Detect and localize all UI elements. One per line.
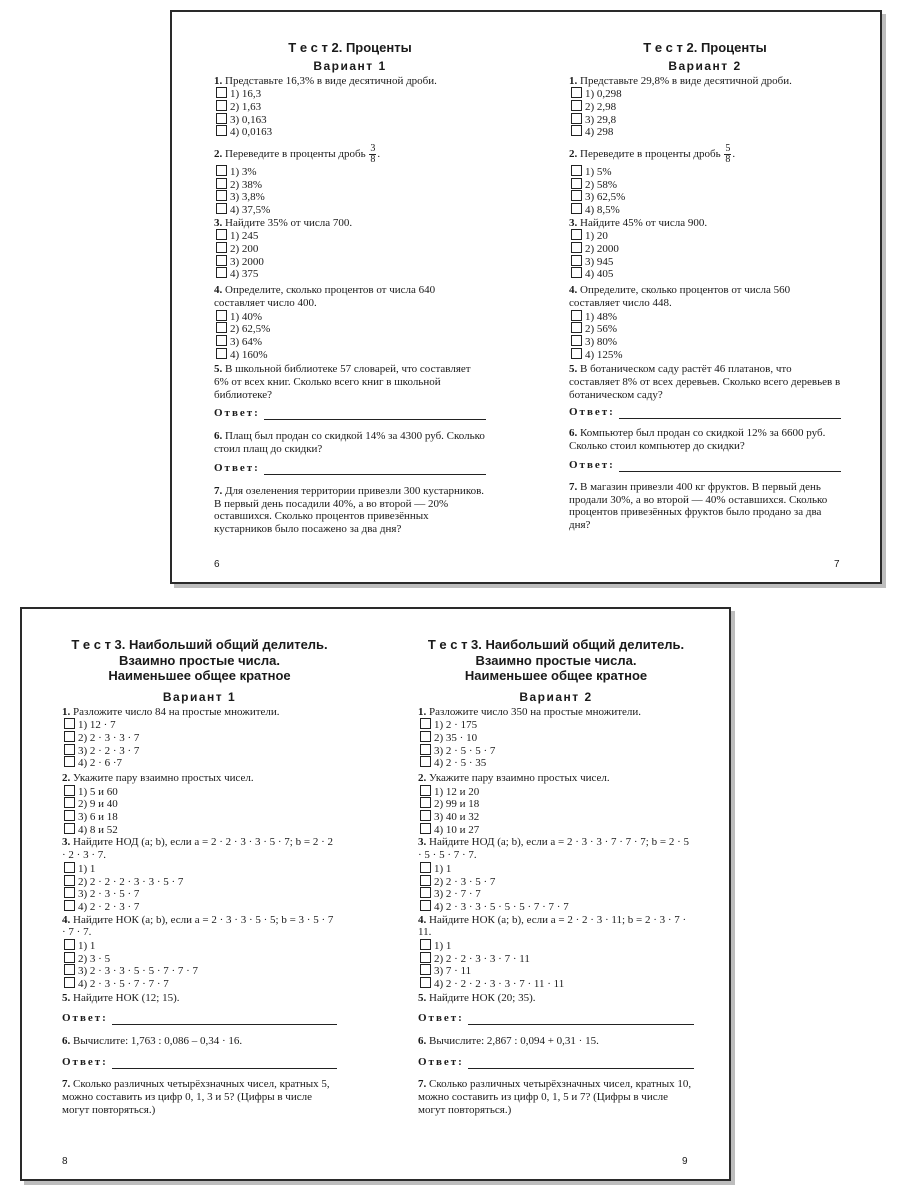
checkbox-icon[interactable] [420, 887, 431, 898]
option-checkbox[interactable]: 3) 0,163 [216, 113, 486, 126]
checkbox-icon[interactable] [216, 267, 227, 278]
question-2: 2. Укажите пару взаимно простых чисел. [62, 771, 254, 784]
checkbox-icon[interactable] [420, 977, 431, 988]
checkbox-icon[interactable] [571, 335, 582, 346]
variant-label: Вариант 1 [162, 689, 237, 704]
checkbox-icon[interactable] [420, 718, 431, 729]
question-2: 2. Переведите в проценты дробь $\frac{5}{8}$ . [569, 142, 736, 165]
fraction: $\frac{5}{8}$ [725, 142, 731, 165]
answer-field[interactable] [62, 1012, 337, 1025]
option-checkbox[interactable]: 2) 56% [571, 322, 841, 335]
option-checkbox[interactable]: 3) 945 [571, 255, 841, 268]
checkbox-icon[interactable] [420, 939, 431, 950]
option-checkbox[interactable]: 4) 2 · 2 · 2 · 3 · 3 · 7 · 11 · 11 [420, 977, 694, 990]
checkbox-icon[interactable] [571, 178, 582, 189]
checkbox-icon[interactable] [571, 203, 582, 214]
checkbox-icon[interactable] [64, 718, 75, 729]
question-7: 7. Сколько различных четырёхзначных чисел, кратных 5, можно составить из цифр 0, 1, 3 и 5? (Цифры в числе могут повторяться.) [62, 1078, 330, 1116]
option-checkbox[interactable]: 3) 2 · 5 · 5 · 7 [420, 744, 694, 757]
option-checkbox[interactable]: 2) 3 · 5 [64, 952, 337, 965]
option-checkbox[interactable]: 4) 2 · 5 · 35 [420, 756, 694, 769]
checkbox-icon[interactable] [571, 100, 582, 111]
checkbox-icon[interactable] [420, 797, 431, 808]
checkbox-icon[interactable] [64, 887, 75, 898]
answer-label: Ответ: [418, 1056, 464, 1069]
option-checkbox[interactable]: 1) 2 · 175 [420, 718, 694, 731]
option-checkbox[interactable]: 1) 12 · 7 [64, 718, 337, 731]
checkbox-icon[interactable] [216, 87, 227, 98]
question-4-options [216, 310, 486, 361]
option-checkbox[interactable]: 2) 62,5% [216, 322, 486, 335]
option-checkbox[interactable]: 1) 1 [420, 939, 694, 952]
test-title-line-3: Наименьшее общее кратное [464, 668, 648, 683]
checkbox-icon[interactable] [216, 335, 227, 346]
question-3: 3. Найдите 45% от числа 900. [569, 216, 708, 229]
checkbox-icon[interactable] [216, 348, 227, 359]
question-3-options [64, 862, 337, 913]
checkbox-icon[interactable] [64, 939, 75, 950]
option-checkbox[interactable]: 3) 2000 [216, 255, 486, 268]
page-9-variant-2 [418, 637, 694, 1179]
question-3: 3. Найдите НОД (a; b), если a = 2 · 3 · 3 · 7 · 7 · 7; b = 2 · 5 · 5 · 5 · 7 · 7. [418, 836, 689, 862]
checkbox-icon[interactable] [216, 203, 227, 214]
page-8-variant-1 [62, 637, 337, 1179]
question-3-options [571, 229, 841, 280]
answer-field[interactable] [62, 1056, 337, 1069]
option-checkbox[interactable]: 2) 2,98 [571, 100, 841, 113]
option-checkbox[interactable]: 1) 1 [64, 939, 337, 952]
option-checkbox[interactable]: 2) 38% [216, 178, 486, 191]
checkbox-icon[interactable] [571, 125, 582, 136]
checkbox-icon[interactable] [571, 322, 582, 333]
checkbox-icon[interactable] [216, 242, 227, 253]
checkbox-icon[interactable] [64, 785, 75, 796]
checkbox-icon[interactable] [64, 810, 75, 821]
option-checkbox[interactable]: 4) 0,0163 [216, 125, 486, 138]
question-4: 4. Найдите НОК (a; b), если a = 2 · 3 · 3 · 5 · 5; b = 3 · 5 · 7 · 7 · 7. [62, 913, 334, 939]
option-checkbox[interactable]: 2) 2 · 3 · 5 · 7 [420, 875, 694, 888]
answer-label: Ответ: [418, 1012, 464, 1025]
checkbox-icon[interactable] [64, 964, 75, 975]
option-checkbox[interactable]: 1) 3% [216, 165, 486, 178]
option-checkbox[interactable]: 2) 58% [571, 178, 841, 191]
answer-line[interactable] [112, 1015, 337, 1025]
answer-line[interactable] [264, 410, 486, 420]
test-title-line-3: Наименьшее общее кратное [108, 668, 291, 683]
option-checkbox[interactable]: 3) 2 · 7 · 7 [420, 887, 694, 900]
checkbox-icon[interactable] [64, 977, 75, 988]
option-checkbox[interactable]: 3) 6 и 18 [64, 810, 337, 823]
question-2: 2. Укажите пару взаимно простых чисел. [418, 771, 610, 784]
answer-line[interactable] [619, 409, 841, 419]
question-5: 5. Найдите НОК (12; 15). [62, 991, 180, 1004]
question-1: 1. Представьте 16,3% в виде десятичной дроби. [214, 74, 437, 87]
option-checkbox[interactable]: 4) 8,5% [571, 203, 841, 216]
question-7: 7. В магазин привезли 400 кг фруктов. В первый день продали 30%, а во второй — 40% оставшихся. Сколько процентов привезённых фруктов было продано за два дня? [569, 480, 828, 531]
variant-label: Вариант 1 [313, 58, 387, 73]
checkbox-icon[interactable] [571, 229, 582, 240]
checkbox-icon[interactable] [571, 113, 582, 124]
question-2-options [216, 165, 486, 216]
checkbox-icon[interactable] [64, 744, 75, 755]
option-checkbox[interactable]: 2) 2000 [571, 242, 841, 255]
checkbox-icon[interactable] [64, 823, 75, 834]
page-number: 6 [214, 559, 220, 570]
option-checkbox[interactable]: 3) 80% [571, 335, 841, 348]
question-2-options [420, 785, 694, 836]
test-title-line-2: Взаимно простые числа. [119, 652, 280, 668]
option-checkbox[interactable]: 3) 62,5% [571, 190, 841, 203]
question-3: 3. Найдите НОД (a; b), если a = 2 · 2 · 3 · 3 · 5 · 7; b = 2 · 2 · 2 · 3 · 7. [62, 836, 333, 862]
checkbox-icon[interactable] [216, 229, 227, 240]
question-6: 6. Компьютер был продан со скидкой 12% за 6600 руб. Сколько стоил компьютер до скидки? [569, 427, 826, 453]
question-4: 4. Определите, сколько процентов от числа 640 составляет число 400. [214, 284, 436, 309]
question-2-options [571, 165, 841, 216]
checkbox-icon[interactable] [571, 348, 582, 359]
test-title: Т е с т 3. Наибольший общий делитель. [71, 637, 328, 652]
answer-field[interactable] [214, 407, 486, 420]
checkbox-icon[interactable] [64, 731, 75, 742]
question-6: 6. Вычислите: 1,763 : 0,086 – 0,34 · 16. [62, 1035, 243, 1048]
option-checkbox[interactable]: 4) 298 [571, 125, 841, 138]
question-1: 1. Разложите число 84 на простые множители. [62, 705, 280, 718]
checkbox-icon[interactable] [420, 952, 431, 963]
option-checkbox[interactable]: 2) 99 и 18 [420, 797, 694, 810]
answer-field[interactable] [569, 459, 841, 472]
option-checkbox[interactable]: 1) 48% [571, 310, 841, 323]
page-number: 9 [682, 1156, 688, 1167]
checkbox-icon[interactable] [420, 823, 431, 834]
checkbox-icon[interactable] [571, 87, 582, 98]
checkbox-icon[interactable] [216, 190, 227, 201]
question-5: 5. В школьной библиотеке 57 словарей, что составляет 6% от всех книг. Сколько всего книг в школьной библиотеке? [214, 363, 471, 401]
checkbox-icon[interactable] [571, 165, 582, 176]
option-checkbox[interactable]: 2) 200 [216, 242, 486, 255]
answer-label: Ответ: [569, 406, 615, 419]
answer-label: Ответ: [214, 461, 260, 474]
option-checkbox[interactable]: 3) 2 · 2 · 3 · 7 [64, 744, 337, 757]
option-checkbox[interactable]: 1) 1 [64, 862, 337, 875]
answer-line[interactable] [468, 1015, 694, 1025]
checkbox-icon[interactable] [420, 964, 431, 975]
option-checkbox[interactable]: 1) 40% [216, 310, 486, 323]
option-checkbox[interactable]: 3) 40 и 32 [420, 810, 694, 823]
checkbox-icon[interactable] [420, 785, 431, 796]
question-4: 4. Найдите НОК (a; b), если a = 2 · 2 · 3 · 11; b = 2 · 3 · 7 · 11. [418, 913, 687, 939]
worksheet-spread-test-3 [20, 607, 731, 1181]
checkbox-icon[interactable] [420, 756, 431, 767]
answer-field[interactable] [214, 462, 486, 475]
question-1: 1. Разложите число 350 на простые множители. [418, 705, 642, 718]
question-3: 3. Найдите 35% от числа 700. [214, 216, 353, 229]
option-checkbox[interactable]: 1) 5% [571, 165, 841, 178]
option-checkbox[interactable]: 1) 245 [216, 229, 486, 242]
page-7-variant-2 [569, 40, 841, 582]
question-2-options [64, 785, 337, 836]
worksheet-spread-test-2 [170, 10, 882, 584]
checkbox-icon[interactable] [216, 255, 227, 266]
option-checkbox[interactable]: 2) 9 и 40 [64, 797, 337, 810]
checkbox-icon[interactable] [571, 267, 582, 278]
question-1: 1. Представьте 29,8% в виде десятичной дроби. [569, 74, 792, 87]
option-checkbox[interactable]: 3) 2 · 3 · 5 · 7 [64, 887, 337, 900]
question-4: 4. Определите, сколько процентов от числа 560 составляет число 448. [569, 284, 791, 309]
option-checkbox[interactable]: 1) 1 [420, 862, 694, 875]
checkbox-icon[interactable] [216, 113, 227, 124]
question-4-options [64, 939, 337, 990]
answer-line[interactable] [468, 1059, 694, 1069]
answer-label: Ответ: [62, 1056, 108, 1069]
answer-field[interactable] [418, 1012, 694, 1025]
question-3-options [216, 229, 486, 280]
checkbox-icon[interactable] [64, 875, 75, 886]
checkbox-icon[interactable] [216, 165, 227, 176]
checkbox-icon[interactable] [571, 190, 582, 201]
answer-label: Ответ: [214, 407, 260, 420]
option-checkbox[interactable]: 2) 1,63 [216, 100, 486, 113]
question-6: 6. Плащ был продан со скидкой 14% за 4300 руб. Сколько стоил плащ до скидки? [214, 430, 485, 456]
question-4-options [420, 939, 694, 990]
option-checkbox[interactable]: 3) 64% [216, 335, 486, 348]
option-checkbox[interactable]: 1) 0,298 [571, 87, 841, 100]
option-checkbox[interactable]: 3) 29,8 [571, 113, 841, 126]
question-6: 6. Вычислите: 2,867 : 0,094 + 0,31 · 15. [418, 1035, 599, 1048]
option-checkbox[interactable]: 2) 2 · 2 · 2 · 3 · 3 · 5 · 7 [64, 875, 337, 888]
question-3-options [420, 862, 694, 913]
checkbox-icon[interactable] [216, 125, 227, 136]
answer-line[interactable] [112, 1059, 337, 1069]
question-1-options [64, 718, 337, 769]
checkbox-icon[interactable] [64, 797, 75, 808]
option-checkbox[interactable]: 2) 2 · 2 · 3 · 3 · 7 · 11 [420, 952, 694, 965]
checkbox-icon[interactable] [571, 310, 582, 321]
answer-label: Ответ: [62, 1012, 108, 1025]
option-checkbox[interactable]: 3) 3,8% [216, 190, 486, 203]
question-4-options [571, 310, 841, 361]
question-7: 7. Сколько различных четырёхзначных чисел, кратных 10, можно составить из цифр 0, 1, 5 и 7? (Цифры в числе могут повторяться.) [418, 1078, 692, 1116]
checkbox-icon[interactable] [64, 756, 75, 767]
question-5: 5. Найдите НОК (20; 35). [418, 991, 536, 1004]
test-title: Т е с т 2. Проценты [643, 40, 767, 55]
fraction: $\frac{3}{8}$ [370, 142, 376, 165]
question-1-options [216, 87, 486, 138]
answer-field[interactable] [569, 406, 841, 419]
page-6-variant-1 [214, 40, 486, 582]
option-checkbox[interactable]: 1) 16,3 [216, 87, 486, 100]
checkbox-icon[interactable] [64, 952, 75, 963]
checkbox-icon[interactable] [571, 255, 582, 266]
test-title: Т е с т 3. Наибольший общий делитель. [427, 637, 685, 652]
option-checkbox[interactable]: 1) 5 и 60 [64, 785, 337, 798]
checkbox-icon[interactable] [420, 810, 431, 821]
checkbox-icon[interactable] [571, 242, 582, 253]
option-checkbox[interactable]: 4) 160% [216, 348, 486, 361]
question-7: 7. Для озеленения территории привезли 300 кустарников. В первый день посадили 40%, а во второй — 20% оставшихся. Сколько процентов привезённых кустарников было посажено за два дня? [214, 484, 485, 535]
checkbox-icon[interactable] [420, 731, 431, 742]
option-checkbox[interactable]: 4) 125% [571, 348, 841, 361]
test-title: Т е с т 2. Проценты [288, 40, 412, 55]
checkbox-icon[interactable] [216, 322, 227, 333]
answer-field[interactable] [418, 1056, 694, 1069]
option-checkbox[interactable]: 4) 8 и 52 [64, 823, 337, 836]
checkbox-icon[interactable] [64, 900, 75, 911]
answer-line[interactable] [619, 462, 841, 472]
option-checkbox[interactable]: 3) 2 · 3 · 3 · 5 · 5 · 7 · 7 · 7 [64, 964, 337, 977]
option-checkbox[interactable]: 2) 2 · 3 · 3 · 7 [64, 731, 337, 744]
option-checkbox[interactable]: 3) 7 · 11 [420, 964, 694, 977]
option-checkbox[interactable]: 4) 2 · 3 · 3 · 5 · 5 · 5 · 7 · 7 · 7 [420, 900, 694, 913]
question-2: 2. Переведите в проценты дробь $\frac{3}{8}$ . [214, 142, 381, 165]
option-checkbox[interactable]: 1) 12 и 20 [420, 785, 694, 798]
page-number: 7 [834, 559, 840, 570]
question-1-options [571, 87, 841, 138]
option-checkbox[interactable]: 4) 375 [216, 267, 486, 280]
option-checkbox[interactable]: 2) 35 · 10 [420, 731, 694, 744]
variant-label: Вариант 2 [519, 689, 593, 704]
option-checkbox[interactable]: 4) 2 · 6 ·7 [64, 756, 337, 769]
page-number: 8 [62, 1156, 68, 1167]
question-1-options [420, 718, 694, 769]
checkbox-icon[interactable] [420, 744, 431, 755]
option-checkbox[interactable]: 4) 2 · 2 · 3 · 7 [64, 900, 337, 913]
answer-label: Ответ: [569, 458, 615, 471]
answer-line[interactable] [264, 465, 486, 475]
question-5: 5. В ботаническом саду растёт 46 платанов, что составляет 8% от всех деревьев. Сколько всего деревьев в ботаническом саду? [569, 363, 841, 401]
option-checkbox[interactable]: 4) 405 [571, 267, 841, 280]
checkbox-icon[interactable] [216, 310, 227, 321]
checkbox-icon[interactable] [216, 178, 227, 189]
option-checkbox[interactable]: 4) 37,5% [216, 203, 486, 216]
option-checkbox[interactable]: 4) 10 и 27 [420, 823, 694, 836]
checkbox-icon[interactable] [216, 100, 227, 111]
checkbox-icon[interactable] [420, 862, 431, 873]
option-checkbox[interactable]: 1) 20 [571, 229, 841, 242]
checkbox-icon[interactable] [64, 862, 75, 873]
checkbox-icon[interactable] [420, 900, 431, 911]
checkbox-icon[interactable] [420, 875, 431, 886]
test-title-line-2: Взаимно простые числа. [475, 652, 637, 668]
option-checkbox[interactable]: 4) 2 · 3 · 5 · 7 · 7 · 7 [64, 977, 337, 990]
variant-label: Вариант 2 [668, 58, 742, 73]
